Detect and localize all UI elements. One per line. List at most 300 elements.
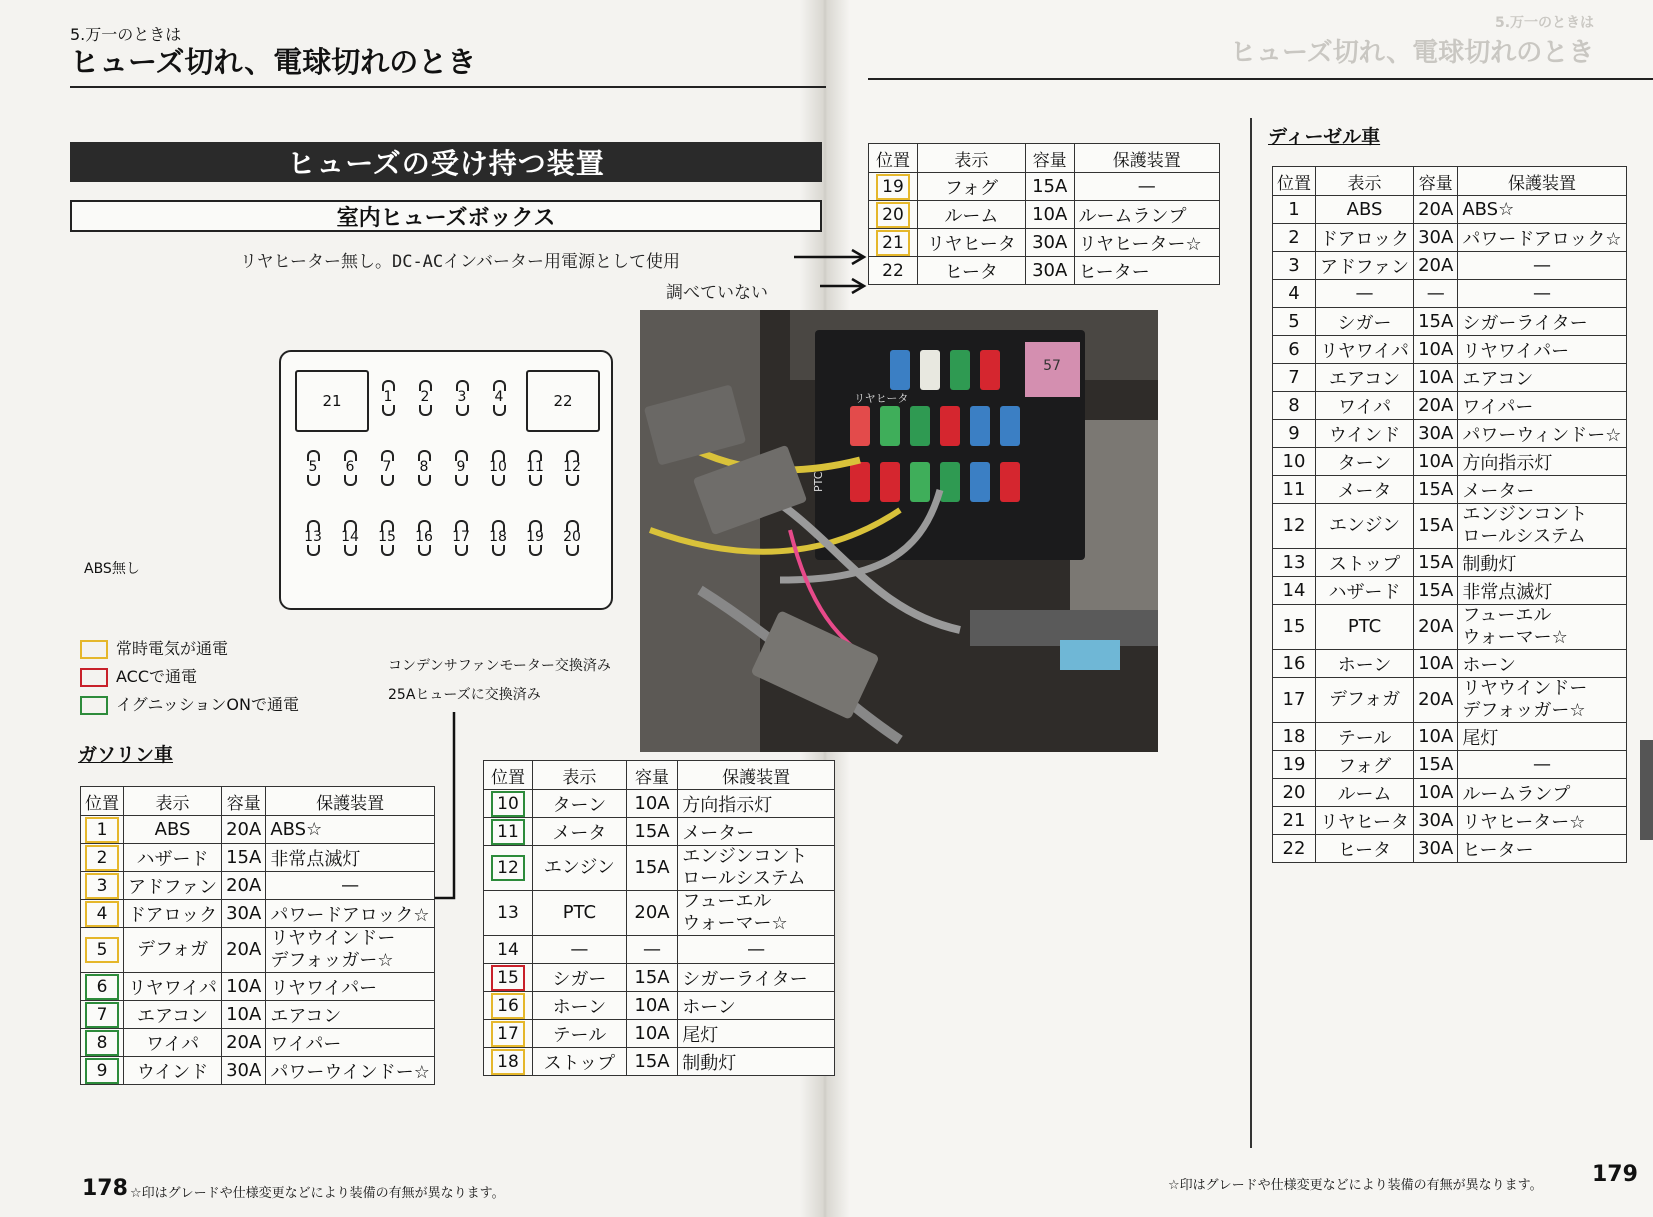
table-row [81, 872, 435, 900]
fuse-position: 20 [1273, 779, 1316, 807]
fuse-amperage: 10A [1414, 336, 1458, 364]
section-label: 5.万一のときは [70, 25, 182, 44]
device-line: リヤウインドー [270, 928, 396, 949]
fuse-position [81, 900, 124, 928]
col-pos: 位置 [1273, 167, 1316, 196]
fuse-amperage: 10A [222, 1001, 266, 1029]
table-row [484, 846, 835, 891]
position-badge: 19 [876, 174, 910, 200]
protected-device [1074, 257, 1219, 285]
photo-fuse [980, 350, 1000, 390]
fuse-amperage: 20A [1414, 252, 1458, 280]
photo-fuse [970, 406, 990, 446]
title-rule [70, 86, 826, 88]
table-row [484, 790, 835, 818]
protected-device [1074, 173, 1219, 201]
device-line: リヤヒーター☆ [1462, 811, 1586, 833]
position-badge: 22 [882, 260, 904, 281]
fuse-label: ABS [1316, 196, 1414, 224]
ghost-title: ヒューズ切れ、電球切れのとき [1230, 38, 1595, 68]
protected-device [678, 1020, 835, 1048]
table-row [869, 229, 1220, 257]
protected-device [266, 872, 435, 900]
position-badge: 5 [85, 937, 119, 963]
slot-number: 7 [382, 459, 392, 475]
position-badge: 2 [85, 845, 119, 871]
fuse-amperage: 10A [1414, 650, 1458, 678]
note-not-checked: 調べていない [666, 283, 768, 303]
slot-number: 1 [383, 389, 393, 405]
fuse-amperage: 15A [222, 844, 266, 872]
fuse-amperage: — [626, 936, 678, 964]
table-row [484, 1020, 835, 1048]
legend-label: 常時電気が通電 [116, 639, 229, 658]
device-line: リヤウインドー [1462, 678, 1588, 699]
fuse-position: 21 [1273, 807, 1316, 835]
gasoline-table-1 [80, 786, 435, 1085]
fuse-amperage: 30A [1025, 257, 1074, 285]
table-row [1273, 751, 1627, 779]
fuse-label: エアコン [1316, 364, 1414, 392]
fuse-position [484, 936, 533, 964]
fuse-label: シガー [533, 964, 627, 992]
table-row [1273, 476, 1627, 504]
protected-device [1458, 549, 1626, 577]
legend-swatch [80, 668, 108, 687]
photo-fuse [950, 350, 970, 390]
device-line: リヤワイパー [1462, 340, 1570, 362]
table-row [81, 844, 435, 872]
protected-device [1458, 392, 1626, 420]
protected-device [1458, 650, 1626, 678]
device-line: 尾灯 [1462, 727, 1499, 749]
protected-device [266, 1057, 435, 1085]
table-row [1273, 807, 1627, 835]
fuse-position [484, 992, 533, 1020]
device-line: パワードアロック☆ [270, 904, 430, 926]
fuse-label: ワイパ [124, 1029, 222, 1057]
fuse-slot-21: 21 [295, 370, 369, 432]
fuse-label: リヤヒータ [918, 229, 1026, 257]
fuse-position: 2 [1273, 224, 1316, 252]
fuse-amperage: 15A [626, 818, 678, 846]
table-row [484, 891, 835, 936]
protected-device [266, 816, 435, 844]
table-row [1273, 224, 1627, 252]
device-line: — [341, 875, 360, 896]
fuse-label: ドアロック [124, 900, 222, 928]
fuse-position [81, 1029, 124, 1057]
table-row [1273, 549, 1627, 577]
legend-swatch [80, 640, 108, 659]
device-line: ロールシステム [682, 868, 806, 889]
table-row [1273, 448, 1627, 476]
fuse-position: 5 [1273, 308, 1316, 336]
table-row [1273, 577, 1627, 605]
fuse-amperage: 15A [1414, 577, 1458, 605]
device-line: エンジンコント [1462, 504, 1588, 525]
table-row [869, 257, 1220, 285]
fuse-amperage: 30A [1414, 807, 1458, 835]
table-row [1273, 336, 1627, 364]
note-abs-none: ABS無し [84, 561, 140, 577]
fuse-label: ターン [1316, 448, 1414, 476]
table-row [484, 818, 835, 846]
position-badge: 3 [85, 873, 119, 899]
device-line: シガーライター [682, 968, 808, 990]
fuse-amperage: 30A [1025, 229, 1074, 257]
table-row [81, 1001, 435, 1029]
col-device: 保護装置 [1074, 144, 1219, 173]
device-line: リヤヒーター☆ [1078, 233, 1202, 255]
device-line: フューエル [682, 891, 772, 912]
device-line: — [1532, 754, 1551, 775]
fuse-position [81, 872, 124, 900]
fuse-position: 1 [1273, 196, 1316, 224]
fuse-label: ルーム [1316, 779, 1414, 807]
column-divider [1250, 118, 1252, 1148]
fuse-box-diagram [279, 350, 613, 610]
device-line: 非常点滅灯 [1462, 581, 1553, 603]
protected-device [266, 928, 435, 973]
protected-device [678, 964, 835, 992]
photo-fuse [1000, 406, 1020, 446]
table-row [1273, 504, 1627, 549]
fuse-amperage: 20A [1414, 392, 1458, 420]
position-badge: 8 [85, 1030, 119, 1056]
fuse-position: 17 [1273, 678, 1316, 723]
fuse-label: ヒータ [1316, 835, 1414, 863]
fuse-label: — [533, 936, 627, 964]
table-row [484, 936, 835, 964]
photo-fuse [850, 406, 870, 446]
table-row [1273, 835, 1627, 863]
fuse-position: 10 [1273, 448, 1316, 476]
device-line: ルームランプ [1462, 783, 1571, 805]
right-title-rule [868, 78, 1653, 80]
fuse-amperage: 30A [1414, 420, 1458, 448]
fuse-label: ストップ [1316, 549, 1414, 577]
table-row [81, 973, 435, 1001]
protected-device [1458, 476, 1626, 504]
fuse-position: 15 [1273, 605, 1316, 650]
protected-device [678, 790, 835, 818]
slot-number: 14 [341, 529, 359, 545]
protected-device [678, 818, 835, 846]
protected-device [266, 973, 435, 1001]
fuse-label: ホーン [1316, 650, 1414, 678]
page-number-left: 178 [82, 1176, 128, 1201]
note-condenser: コンデンサファンモーター交換済み [388, 658, 611, 674]
table-row [81, 900, 435, 928]
fuse-label: デフォガ [124, 928, 222, 973]
fuse-position [81, 844, 124, 872]
fuse-box-photo [640, 310, 1158, 752]
footnote-right: ☆印はグレードや仕様変更などにより装備の有無が異なります。 [1168, 1178, 1543, 1193]
slot-number: 2 [420, 389, 430, 405]
slot-number: 13 [304, 529, 322, 545]
fuse-label: エンジン [1316, 504, 1414, 549]
device-line: 尾灯 [682, 1024, 719, 1046]
fuse-position: 22 [1273, 835, 1316, 863]
fuse-position [484, 846, 533, 891]
fuse-position: 8 [1273, 392, 1316, 420]
fuse-position [484, 1020, 533, 1048]
protected-device [266, 1001, 435, 1029]
fuse-label: シガー [1316, 308, 1414, 336]
table-row [1273, 392, 1627, 420]
table-row [1273, 650, 1627, 678]
fuse-amperage: 20A [222, 1029, 266, 1057]
table-row [1273, 723, 1627, 751]
protected-device [1458, 779, 1626, 807]
table-header-row [1273, 167, 1627, 196]
fuse-amperage: 15A [626, 964, 678, 992]
device-line: ルームランプ [1078, 205, 1187, 227]
device-line: メーター [1462, 480, 1535, 502]
position-badge: 12 [491, 855, 525, 881]
protected-device [1458, 723, 1626, 751]
fuse-label: ルーム [918, 201, 1026, 229]
device-line: パワーウインドー☆ [270, 1061, 430, 1083]
protected-device [1458, 751, 1626, 779]
device-line: デフォッガー☆ [270, 950, 394, 971]
fuse-amperage: 20A [1414, 196, 1458, 224]
fuse-position: 3 [1273, 252, 1316, 280]
protected-device [1458, 420, 1626, 448]
position-badge: 15 [491, 965, 525, 991]
fuse-label: ヒータ [918, 257, 1026, 285]
fuse-amperage: 10A [626, 992, 678, 1020]
col-label: 表示 [124, 787, 222, 816]
slot-number: 9 [456, 459, 466, 475]
slot-number: 5 [308, 459, 318, 475]
fuse-label: ハザード [1316, 577, 1414, 605]
slot-number: 19 [526, 529, 544, 545]
position-badge: 11 [491, 819, 525, 845]
fuse-label: テール [533, 1020, 627, 1048]
fuse-amperage: 10A [1414, 448, 1458, 476]
legend-label: ACCで通電 [116, 667, 198, 686]
position-badge: 18 [491, 1049, 525, 1075]
photo-rear-heater-label: リヤヒータ [854, 392, 909, 405]
table-row [869, 201, 1220, 229]
table-header-row [869, 144, 1220, 173]
table-row [1273, 308, 1627, 336]
fuse-position [81, 1057, 124, 1085]
position-badge: 4 [85, 901, 119, 927]
protected-device [1458, 605, 1626, 650]
fuse-label: ホーン [533, 992, 627, 1020]
slot-number: 8 [419, 459, 429, 475]
col-amp: 容量 [1025, 144, 1074, 173]
fuse-amperage: 20A [1414, 605, 1458, 650]
note-fuse25: 25Aヒューズに交換済み [388, 687, 541, 703]
section-banner: ヒューズの受け持つ装置 [70, 142, 822, 182]
device-line: ヒーター [1078, 261, 1150, 283]
table-row [1273, 196, 1627, 224]
device-line: エアコン [270, 1005, 342, 1027]
col-amp: 容量 [222, 787, 266, 816]
fuse-label: PTC [533, 891, 627, 936]
table-row [484, 992, 835, 1020]
protected-device [266, 844, 435, 872]
fuse-position [484, 818, 533, 846]
photo-fuse [880, 406, 900, 446]
fuse-label: リヤヒータ [1316, 807, 1414, 835]
position-badge: 14 [497, 939, 519, 960]
fuse-label: テール [1316, 723, 1414, 751]
fuse-amperage: — [1414, 280, 1458, 308]
fuse-slot-22: 22 [526, 370, 600, 432]
annotation-arrows [790, 240, 870, 300]
fuse-amperage: 20A [626, 891, 678, 936]
position-badge: 21 [876, 230, 910, 256]
ghost-section: 5.万一のときは [1495, 15, 1595, 31]
position-badge: 16 [491, 993, 525, 1019]
fuse-amperage: 15A [626, 1048, 678, 1076]
fuse-label: ドアロック [1316, 224, 1414, 252]
fuse-label: フォグ [918, 173, 1026, 201]
fuse-position: 13 [1273, 549, 1316, 577]
protected-device [1458, 504, 1626, 549]
position-badge: 10 [491, 791, 525, 817]
slot-number: 11 [526, 459, 544, 475]
position-badge: 7 [85, 1002, 119, 1028]
fuse-label: ストップ [533, 1048, 627, 1076]
fuse-amperage: 15A [1414, 504, 1458, 549]
device-line: ワイパー [1462, 396, 1534, 418]
fuse-position: 11 [1273, 476, 1316, 504]
fuse-label: ウインド [1316, 420, 1414, 448]
table-row [484, 964, 835, 992]
table-header-row [81, 787, 435, 816]
page-title: ヒューズ切れ、電球切れのとき [70, 45, 477, 79]
top-fuse-table [868, 143, 1220, 285]
device-line: ロールシステム [1462, 526, 1586, 547]
protected-device [1458, 364, 1626, 392]
slot-number: 3 [457, 389, 467, 405]
photo-code-label: 57 [1043, 358, 1061, 374]
photo-ptc-label: PTC [812, 471, 825, 492]
slot-number: 20 [563, 529, 581, 545]
col-label: 表示 [918, 144, 1026, 173]
table-row [81, 1057, 435, 1085]
fuse-label: エンジン [533, 846, 627, 891]
position-badge: 1 [85, 817, 119, 843]
protected-device [266, 900, 435, 928]
device-line: パワーウィンドー☆ [1462, 424, 1622, 446]
diesel-table [1272, 166, 1627, 863]
fuse-amperage: 10A [626, 1020, 678, 1048]
device-line: ホーン [682, 996, 736, 1018]
table-row [1273, 280, 1627, 308]
fuse-amperage: 10A [1025, 201, 1074, 229]
slot-number: 18 [489, 529, 507, 545]
fuse-label: フォグ [1316, 751, 1414, 779]
device-line: — [1137, 176, 1156, 197]
protected-device [1458, 577, 1626, 605]
table-row [869, 173, 1220, 201]
protected-device [1458, 196, 1626, 224]
fuse-label: アドファン [124, 872, 222, 900]
fuse-label: メータ [1316, 476, 1414, 504]
fuse-label: PTC [1316, 605, 1414, 650]
fuse-label: — [1316, 280, 1414, 308]
note-rear-heater: リヤヒーター無し。DC-ACインバーター用電源として使用 [240, 252, 680, 272]
fuse-label: ABS [124, 816, 222, 844]
position-badge: 6 [85, 974, 119, 1000]
protected-device [1458, 224, 1626, 252]
fuse-position [484, 964, 533, 992]
fuse-position [869, 201, 918, 229]
protected-device [678, 992, 835, 1020]
device-line: シガーライター [1462, 312, 1588, 334]
fuse-position [81, 816, 124, 844]
col-amp: 容量 [626, 761, 678, 790]
photo-fuse [920, 350, 940, 390]
fuse-label: ワイパ [1316, 392, 1414, 420]
position-badge: 20 [876, 202, 910, 228]
protected-device [1458, 336, 1626, 364]
protected-device [1458, 308, 1626, 336]
slot-number: 16 [415, 529, 433, 545]
protected-device [678, 1048, 835, 1076]
device-line: — [1532, 283, 1551, 304]
device-line: 制動灯 [1462, 553, 1517, 575]
fuse-amperage: 30A [1414, 835, 1458, 863]
device-line: エンジンコント [682, 846, 808, 867]
device-line: 方向指示灯 [1462, 452, 1553, 474]
fuse-position: 18 [1273, 723, 1316, 751]
fuse-position [869, 173, 918, 201]
subheading-box: 室内ヒューズボックス [70, 200, 822, 232]
col-amp: 容量 [1414, 167, 1458, 196]
slot-number: 15 [378, 529, 396, 545]
fuse-amperage: 20A [1414, 678, 1458, 723]
position-badge: 17 [491, 1021, 525, 1047]
fuse-amperage: 15A [1414, 308, 1458, 336]
slot-number: 17 [452, 529, 470, 545]
fuse-amperage: 10A [626, 790, 678, 818]
table-row [1273, 779, 1627, 807]
fuse-box-photo-illustration [640, 310, 1158, 752]
fuse-position [484, 891, 533, 936]
gasoline-heading: ガソリン車 [78, 744, 174, 766]
protected-device [1458, 835, 1626, 863]
device-line: — [747, 939, 766, 960]
table-row [81, 1029, 435, 1057]
device-line: ワイパー [270, 1033, 342, 1055]
col-device: 保護装置 [1458, 167, 1626, 196]
legend-label: イグニッションONで通電 [116, 695, 299, 714]
slot-number: 12 [563, 459, 581, 475]
legend-swatch [80, 696, 108, 715]
photo-fuse [970, 462, 990, 502]
fuse-amperage: 10A [222, 973, 266, 1001]
photo-fuse [880, 462, 900, 502]
table-header-row [484, 761, 835, 790]
fuse-position [81, 1001, 124, 1029]
photo-fuse [910, 406, 930, 446]
col-label: 表示 [1316, 167, 1414, 196]
device-line: ABS☆ [270, 819, 323, 840]
fuse-amperage: 10A [1414, 723, 1458, 751]
fuse-label: リヤワイパ [124, 973, 222, 1001]
col-label: 表示 [533, 761, 627, 790]
fuse-amperage: 15A [1414, 476, 1458, 504]
fuse-amperage: 10A [1414, 364, 1458, 392]
